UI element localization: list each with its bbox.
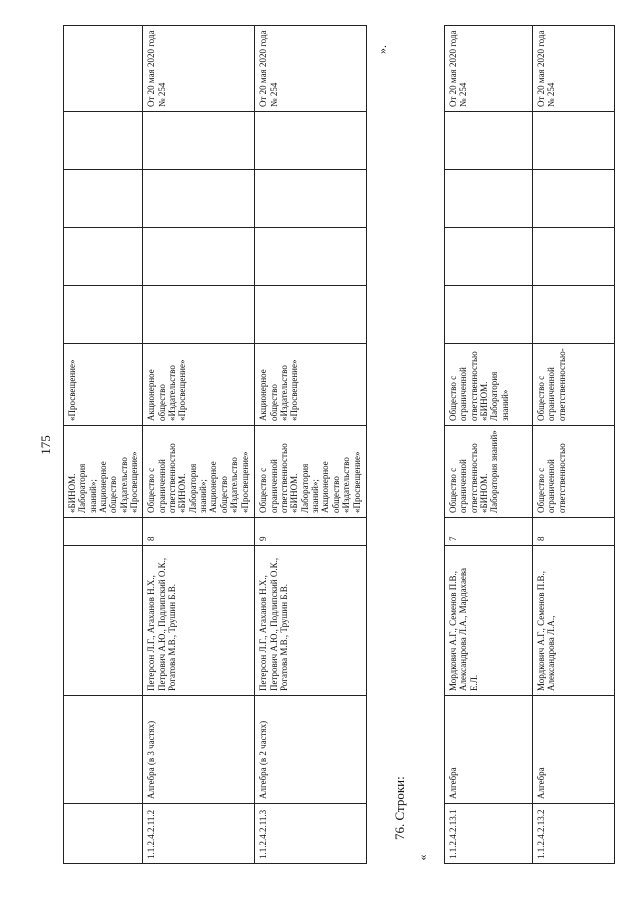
empty-cell [533, 170, 615, 228]
empty-cell [143, 112, 255, 170]
empty-cell [255, 228, 367, 286]
subject-cell: Алгебра [533, 696, 615, 804]
empty-cell [533, 286, 615, 344]
empty-cell [143, 170, 255, 228]
authors-cell [64, 546, 143, 696]
authors-cell: Мордкович А.Г., Семенов П.В., Александрова Л.А., Мардахаева Е.Л. [445, 546, 533, 696]
authors-cell: Мордкович А.Г., Семенов П.В., Александрова Л.А., [533, 546, 615, 696]
empty-cell [255, 170, 367, 228]
publisher2-cell: «Просвещение» [64, 344, 143, 426]
table-row [143, 26, 255, 864]
opening-quote: « [415, 854, 430, 861]
empty-cell [64, 286, 143, 344]
closing-quote: ». [375, 45, 389, 54]
subject-cell: Алгебра (в 2 частях) [255, 696, 367, 804]
class-cell: 7 [445, 518, 533, 546]
class-cell: 9 [255, 518, 367, 546]
empty-cell [445, 286, 533, 344]
order-cell: От 20 мая 2020 года № 254 [255, 26, 367, 112]
code-cell: 1.1.2.4.2.13.2 [533, 804, 615, 864]
publisher2-cell: Акционерное общество «Издательство «Просвещение» [255, 344, 367, 426]
order-cell [64, 26, 143, 112]
section-title-text: 76. Строки: [392, 776, 407, 840]
authors-cell: Петерсон Л.Г., Агаханов Н.Х., Петрович А.Ю., Подлипский О.К., Рогатова М.В., Трушин Б.В. [255, 546, 367, 696]
publisher-cell: Общество с ограниченной ответственностью «БИНОМ. Лаборатория знаний»; Акционерное общество «Издательство «Просвещение» [255, 426, 367, 518]
publisher-cell: Общество с ограниченной ответственностью «БИНОМ. Лаборатория знаний» [445, 426, 533, 518]
table-row [445, 26, 533, 864]
class-cell: 8 [143, 518, 255, 546]
order-cell: От 20 мая 2020 года № 254 [445, 26, 533, 112]
subject-cell: Алгебра (в 3 частях) [143, 696, 255, 804]
table-row [64, 26, 143, 864]
publisher-cell: «БИНОМ. Лаборатория знаний»; Акционерное общество «Издательство «Просвещение» [64, 426, 143, 518]
top-table-wrapper [63, 26, 405, 864]
empty-cell [445, 170, 533, 228]
class-cell: 8 [533, 518, 615, 546]
order-cell: От 20 мая 2020 года № 254 [533, 26, 615, 112]
empty-cell [533, 228, 615, 286]
table-row [255, 26, 367, 864]
publisher-cell: Общество с ограниченной ответственностью «БИНОМ. Лаборатория знаний»; Акционерное общество «Издательство «Просвещение» [143, 426, 255, 518]
class-cell [64, 518, 143, 546]
empty-cell [64, 112, 143, 170]
empty-cell [445, 228, 533, 286]
empty-cell [64, 170, 143, 228]
empty-cell [255, 286, 367, 344]
code-cell: 1.1.2.4.2.13.1 [445, 804, 533, 864]
publisher2-cell: Общество с ограниченной ответственностью «БИНОМ. Лаборатория знаний» [445, 344, 533, 426]
subject-cell: Алгебра [445, 696, 533, 804]
empty-cell [255, 112, 367, 170]
publisher2-cell: Общество с ограниченной ответственностью- [533, 344, 615, 426]
publisher-cell: Общество с ограниченной ответственностью [533, 426, 615, 518]
order-cell: От 20 мая 2020 года № 254 [143, 26, 255, 112]
subject-cell [64, 696, 143, 804]
empty-cell [533, 112, 615, 170]
page-number: 175 [37, 435, 53, 455]
empty-cell [143, 228, 255, 286]
code-cell: 1.1.2.4.2.11.2 [143, 804, 255, 864]
empty-cell [64, 228, 143, 286]
authors-cell: Петерсон Л.Г., Агаханов Н.Х., Петрович А.Ю., Подлипский О.К., Рогатова М.В., Трушин Б.В. [143, 546, 255, 696]
publisher2-cell: Акционерное общество «Издательство «Просвещение» [143, 344, 255, 426]
bottom-table-wrapper [444, 26, 616, 864]
bottom-table [444, 25, 615, 864]
top-table [63, 25, 367, 864]
code-cell: 1.1.2.4.2.11.3 [255, 804, 367, 864]
empty-cell [143, 286, 255, 344]
table-row [533, 26, 615, 864]
code-cell [64, 804, 143, 864]
empty-cell [445, 112, 533, 170]
